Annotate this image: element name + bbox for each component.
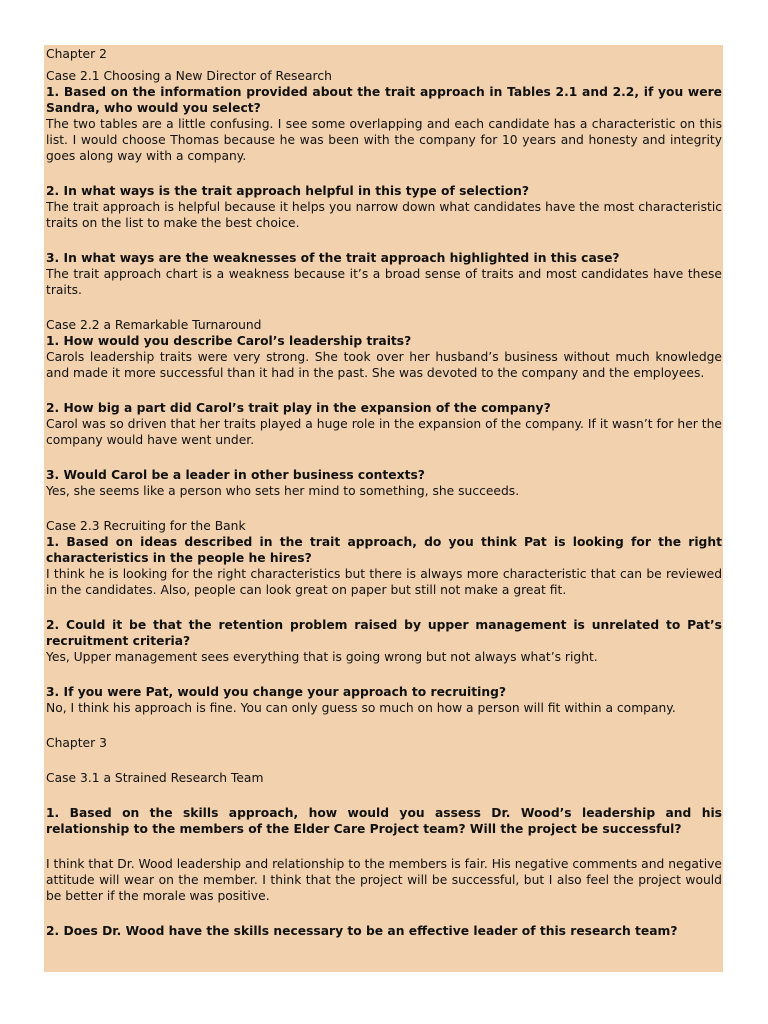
- answer: The trait approach is helpful because it helps you narrow down what candidates have the most characteristic traits on the list to make the best choice.: [46, 200, 722, 230]
- chapter-heading: Chapter 3: [46, 736, 107, 750]
- answer: The trait approach chart is a weakness because it’s a broad sense of traits and most candidates have these traits.: [46, 267, 722, 297]
- chapter-heading: Chapter 2: [46, 47, 107, 61]
- answer: Carol was so driven that her traits played a huge role in the expansion of the company. If it wasn’t for her the company would have went under.: [46, 417, 722, 447]
- question: 2. In what ways is the trait approach helpful in this type of selection?: [46, 184, 530, 198]
- case-title: Case 3.1 a Strained Research Team: [46, 771, 264, 785]
- answer: The two tables are a little confusing. I see some overlapping and each candidate has a characteristic on this list. I would choose Thomas because he was been with the company for 10 years and honesty and integrity goes along way with a company.: [46, 117, 722, 163]
- question: 2. Does Dr. Wood have the skills necessary to be an effective leader of this research team?: [46, 924, 678, 938]
- question: 1. Based on ideas described in the trait approach, do you think Pat is looking for the right characteristics in the people he hires?: [46, 535, 722, 565]
- answer: I think he is looking for the right characteristics but there is always more characteristic that can be reviewed in the candidates. Also, people can look great on paper but still not make a great fit.: [46, 567, 722, 597]
- answer: Yes, Upper management sees everything that is going wrong but not always what’s right.: [46, 650, 598, 664]
- question: 3. In what ways are the weaknesses of the trait approach highlighted in this case?: [46, 251, 620, 265]
- document-content: [44, 45, 723, 939]
- case-title: Case 2.3 Recruiting for the Bank: [46, 519, 246, 533]
- answer: No, I think his approach is fine. You can only guess so much on how a person will fit within a company.: [46, 701, 676, 715]
- case-title: Case 2.1 Choosing a New Director of Research: [46, 69, 332, 83]
- question: 3. If you were Pat, would you change your approach to recruiting?: [46, 685, 507, 699]
- question: 1. Based on the skills approach, how would you assess Dr. Wood’s leadership and his relationship to the members of the Elder Care Project team? Will the project be successful?: [46, 806, 722, 836]
- answer: Yes, she seems like a person who sets her mind to something, she succeeds.: [46, 484, 520, 498]
- answer: I think that Dr. Wood leadership and relationship to the members is fair. His negative comments and negative attitude will wear on the member. I think that the project will be successful, but I also feel the project would be better if the morale was positive.: [46, 857, 722, 903]
- question: 1. How would you describe Carol’s leadership traits?: [46, 334, 412, 348]
- answer: Carols leadership traits were very strong. She took over her husband’s business without much knowledge and made it more successful than it had in the past. She was devoted to the company and the employees.: [46, 350, 722, 380]
- question: 2. Could it be that the retention problem raised by upper management is unrelated to Pat’s recruitment criteria?: [46, 618, 722, 648]
- case-title: Case 2.2 a Remarkable Turnaround: [46, 318, 262, 332]
- question: 1. Based on the information provided about the trait approach in Tables 2.1 and 2.2, if you were Sandra, who would you select?: [46, 85, 722, 115]
- question: 2. How big a part did Carol’s trait play in the expansion of the company?: [46, 401, 551, 415]
- question: 3. Would Carol be a leader in other business contexts?: [46, 468, 425, 482]
- document-page: [44, 45, 723, 972]
